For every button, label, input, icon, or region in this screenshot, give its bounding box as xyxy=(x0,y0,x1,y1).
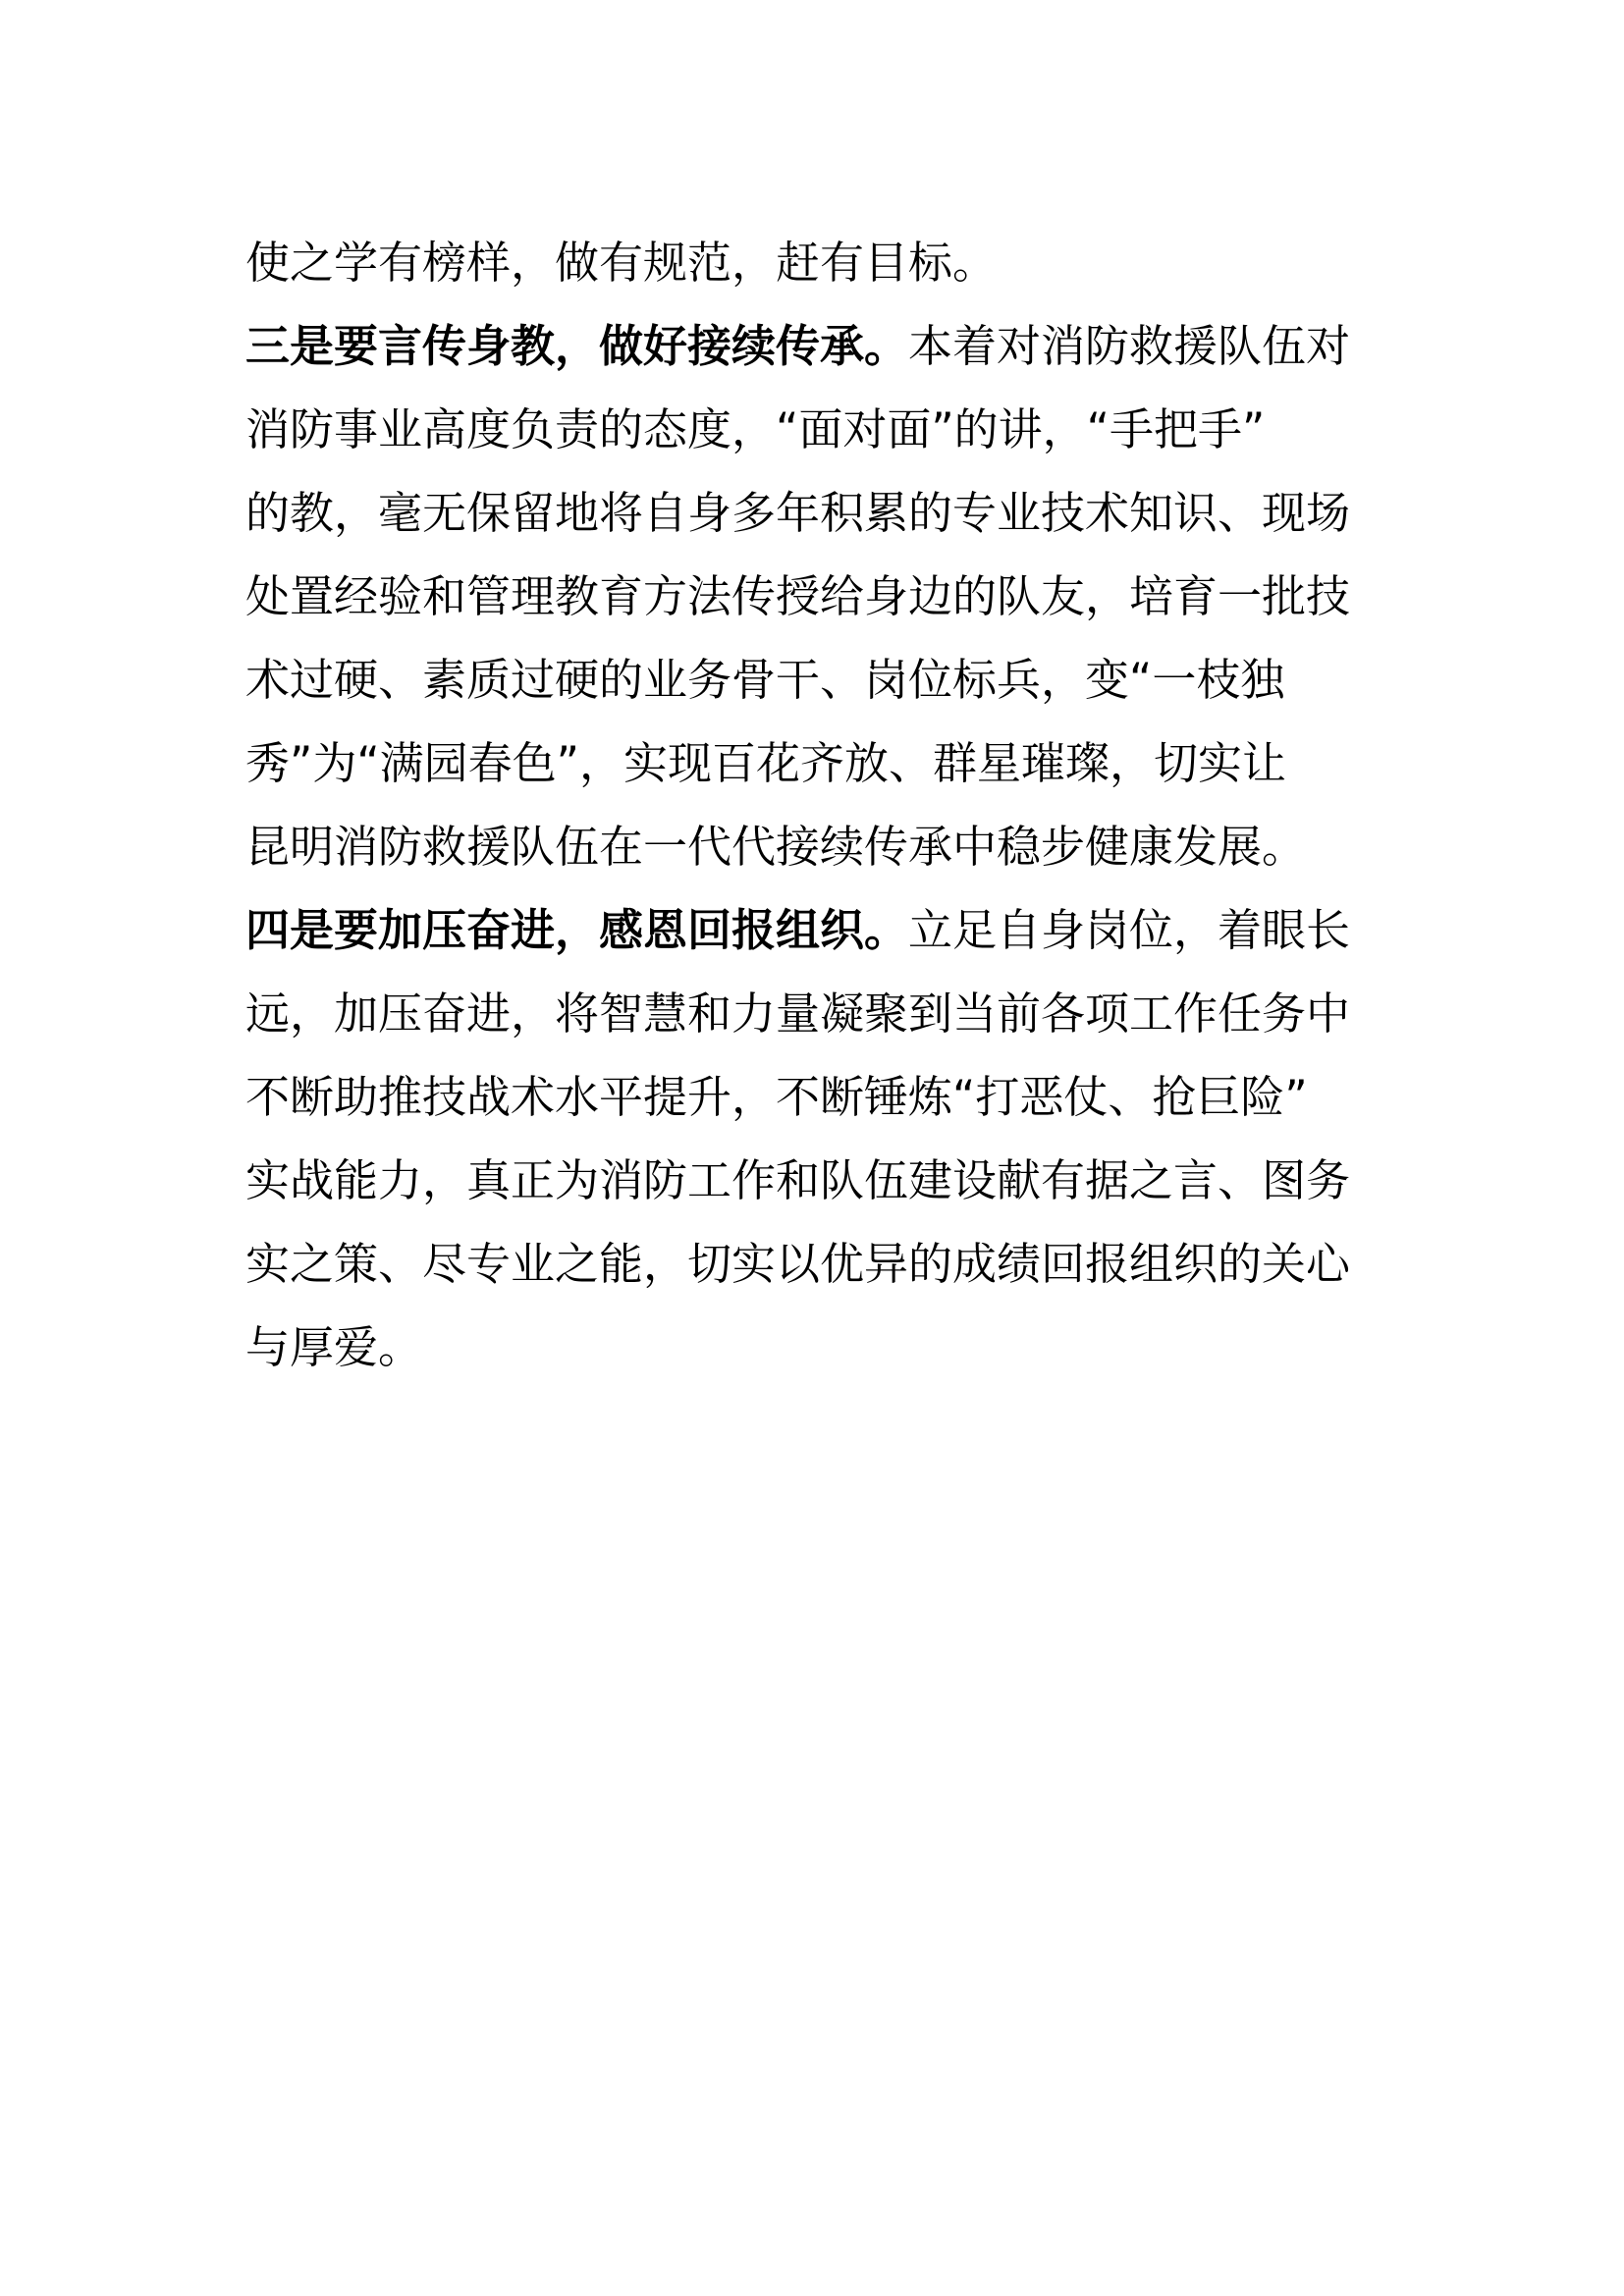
document-body-text xyxy=(245,221,1394,1389)
text-run: 使之学有榜样，做有规范，赶有目标。 xyxy=(245,237,998,289)
section-heading-3: 三是要言传身教，做好接续传承。 xyxy=(245,320,909,372)
text-line xyxy=(245,1055,1394,1139)
text-line xyxy=(245,1139,1394,1222)
text-run: 立足自身岗位，着眼长 xyxy=(908,904,1351,956)
text-run: 秀”为“满园春色”，实现百花齐放、群星璀璨，切实让 xyxy=(245,737,1286,789)
section-heading-4: 四是要加压奋进，感恩回报组织。 xyxy=(245,904,909,956)
text-run: 实之策、尽专业之能，切实以优异的成绩回报组织的关心 xyxy=(245,1238,1351,1290)
text-run: 的教，毫无保留地将自身多年积累的专业技术知识、现场 xyxy=(245,487,1351,539)
text-run: 远，加压奋进，将智慧和力量凝聚到当前各项工作任务中 xyxy=(245,988,1351,1040)
text-line xyxy=(245,388,1394,471)
text-line xyxy=(245,888,1394,972)
text-line xyxy=(245,721,1394,805)
text-run: 昆明消防救援队伍在一代代接续传承中稳步健康发展。 xyxy=(245,821,1307,873)
text-line xyxy=(245,805,1394,888)
text-line xyxy=(245,555,1394,638)
text-line xyxy=(245,221,1394,304)
text-line xyxy=(245,471,1394,555)
text-run: 不断助推技战术水平提升，不断锤炼“打恶仗、抢巨险” xyxy=(245,1071,1308,1123)
text-run: 消防事业高度负责的态度，“面对面”的讲，“手把手” xyxy=(245,403,1266,455)
text-run: 处置经验和管理教育方法传授给身边的队友，培育一批技 xyxy=(245,570,1351,622)
text-line xyxy=(245,304,1394,388)
text-line xyxy=(245,1222,1394,1306)
text-run: 本着对消防救援队伍对 xyxy=(908,320,1351,372)
text-run: 与厚爱。 xyxy=(245,1321,423,1373)
text-line xyxy=(245,1306,1394,1389)
text-run: 术过硬、素质过硬的业务骨干、岗位标兵，变“一枝独 xyxy=(245,654,1285,706)
text-line xyxy=(245,972,1394,1055)
text-run: 实战能力，真正为消防工作和队伍建设献有据之言、图务 xyxy=(245,1154,1351,1206)
text-line xyxy=(245,638,1394,721)
